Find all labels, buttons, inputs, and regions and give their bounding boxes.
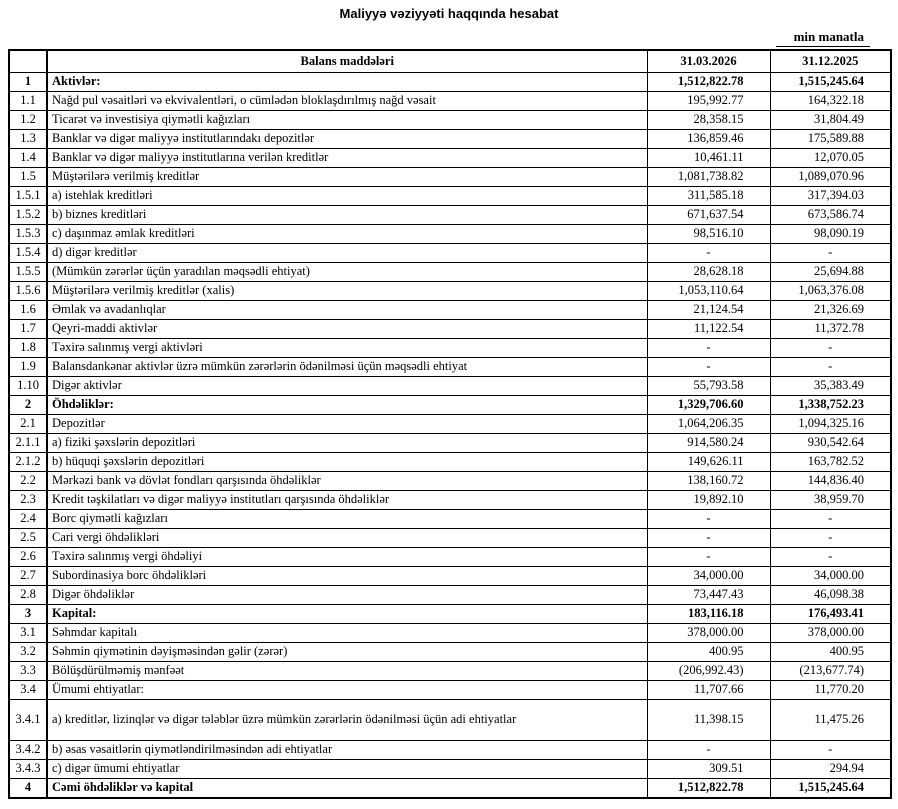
row-item-label: Müştərilərə verilmiş kreditlər (xalis) [47,282,647,301]
row-value-previous: 1,515,245.64 [770,73,891,92]
row-item-label: d) digər kreditlər [47,244,647,263]
row-value-current: - [647,741,770,760]
row-value-previous: - [770,358,891,377]
row-number: 3.4.1 [9,700,47,741]
table-row [9,130,891,149]
row-value-current: - [647,510,770,529]
row-value-previous: 175,589.88 [770,130,891,149]
table-row [9,434,891,453]
row-value-current: 1,329,706.60 [647,396,770,415]
row-value-previous: 1,089,070.96 [770,168,891,187]
row-number: 2.8 [9,586,47,605]
row-item-label: Səhmdar kapitalı [47,624,647,643]
row-item-label: (Mümkün zərərlər üçün yaradılan məqsədli ehtiyat) [47,263,647,282]
row-value-previous: 98,090.19 [770,225,891,244]
table-row [9,760,891,779]
row-value-current: 183,116.18 [647,605,770,624]
row-item-label: a) kreditlər, lizinqlər və digər tələblər üzrə mümkün zərərlərin ödənilməsi üçün adi ehtiyatlar [47,700,647,741]
row-value-previous: 378,000.00 [770,624,891,643]
row-item-label: c) daşınmaz əmlak kreditləri [47,225,647,244]
row-number: 2.4 [9,510,47,529]
table-header-row [9,50,891,73]
row-number: 3.1 [9,624,47,643]
row-value-previous: 673,586.74 [770,206,891,225]
row-value-current: 21,124.54 [647,301,770,320]
table-row [9,415,891,434]
row-value-previous: 176,493.41 [770,605,891,624]
row-item-label: Aktivlər: [47,73,647,92]
row-number: 1.9 [9,358,47,377]
row-item-label: Digər öhdəliklər [47,586,647,605]
table-row [9,491,891,510]
row-item-label: Depozitlər [47,415,647,434]
table-row [9,529,891,548]
row-item-label: Cəmi öhdəliklər və kapital [47,779,647,799]
row-value-current: 28,358.15 [647,111,770,130]
table-row [9,187,891,206]
row-number: 2.6 [9,548,47,567]
unit-note-row [8,28,870,47]
row-number: 2.1 [9,415,47,434]
table-row [9,168,891,187]
row-value-current: 195,992.77 [647,92,770,111]
row-value-previous: 1,515,245.64 [770,779,891,799]
table-row [9,741,891,760]
table-row [9,567,891,586]
row-value-current: 1,512,822.78 [647,73,770,92]
row-value-previous: 11,372.78 [770,320,891,339]
row-number: 1.1 [9,92,47,111]
table-row [9,358,891,377]
row-number: 1.6 [9,301,47,320]
row-item-label: Təxirə salınmış vergi aktivləri [47,339,647,358]
row-value-current: 311,585.18 [647,187,770,206]
table-row [9,244,891,263]
row-number: 1.10 [9,377,47,396]
row-number: 1.7 [9,320,47,339]
table-row [9,339,891,358]
row-value-previous: 1,094,325.16 [770,415,891,434]
row-value-current: 98,516.10 [647,225,770,244]
row-item-label: c) digər ümumi ehtiyatlar [47,760,647,779]
page-title: Maliyyə vəziyyəti haqqında hesabat [339,6,559,21]
row-value-previous: 12,070.05 [770,149,891,168]
row-item-label: Kredit təşkilatları və digər maliyyə institutları qarşısında öhdəliklər [47,491,647,510]
row-number: 3.4.3 [9,760,47,779]
row-item-label: b) biznes kreditləri [47,206,647,225]
row-item-label: Banklar və digər maliyyə institutlarındakı depozitlər [47,130,647,149]
table-row [9,92,891,111]
row-value-previous: 1,063,376.08 [770,282,891,301]
header-row-number [9,50,47,73]
row-value-current: - [647,358,770,377]
table-row [9,73,891,92]
row-value-previous: 11,475.26 [770,700,891,741]
row-value-previous: 163,782.52 [770,453,891,472]
table-row [9,225,891,244]
row-number: 1.4 [9,149,47,168]
row-number: 2.1.2 [9,453,47,472]
table-row [9,320,891,339]
row-item-label: Öhdəliklər: [47,396,647,415]
row-number: 2.1.1 [9,434,47,453]
row-value-previous: - [770,741,891,760]
row-value-current: 11,707.66 [647,681,770,700]
row-value-previous: 35,383.49 [770,377,891,396]
row-value-previous: 31,804.49 [770,111,891,130]
row-value-current: 1,081,738.82 [647,168,770,187]
table-row [9,779,891,799]
row-value-current: - [647,339,770,358]
row-item-label: b) hüquqi şəxslərin depozitləri [47,453,647,472]
row-value-current: 28,628.18 [647,263,770,282]
header-balance-items: Balans maddələri [47,50,647,73]
row-item-label: Qeyri-maddi aktivlər [47,320,647,339]
row-value-previous: 400.95 [770,643,891,662]
row-value-current: 1,064,206.35 [647,415,770,434]
row-value-previous: 38,959.70 [770,491,891,510]
row-number: 2.7 [9,567,47,586]
row-value-current: 400.95 [647,643,770,662]
row-item-label: Digər aktivlər [47,377,647,396]
row-value-previous: 317,394.03 [770,187,891,206]
table-row [9,377,891,396]
row-value-current: 309.51 [647,760,770,779]
row-item-label: Kapital: [47,605,647,624]
header-period-current: 31.03.2026 [647,50,770,73]
row-number: 1 [9,73,47,92]
row-number: 3.2 [9,643,47,662]
row-value-current: 149,626.11 [647,453,770,472]
table-row [9,263,891,282]
row-value-previous: 144,836.40 [770,472,891,491]
row-item-label: Cari vergi öhdəlikləri [47,529,647,548]
row-item-label: Ticarət və investisiya qiymətli kağızları [47,111,647,130]
row-item-label: Əmlak və avadanlıqlar [47,301,647,320]
row-value-previous: - [770,548,891,567]
row-number: 1.5.6 [9,282,47,301]
row-number: 1.3 [9,130,47,149]
row-value-current: - [647,548,770,567]
table-row [9,301,891,320]
row-item-label: Müştərilərə verilmiş kreditlər [47,168,647,187]
row-value-current: 11,398.15 [647,700,770,741]
row-number: 2.2 [9,472,47,491]
row-value-current: - [647,529,770,548]
table-row [9,548,891,567]
table-row [9,510,891,529]
row-value-current: 136,859.46 [647,130,770,149]
row-value-current: 11,122.54 [647,320,770,339]
row-item-label: Bölüşdürülməmiş mənfəət [47,662,647,681]
row-number: 1.5.4 [9,244,47,263]
row-number: 1.5.3 [9,225,47,244]
row-number: 4 [9,779,47,799]
row-item-label: Borc qiymətli kağızları [47,510,647,529]
row-number: 3 [9,605,47,624]
row-number: 2.3 [9,491,47,510]
row-value-previous: (213,677.74) [770,662,891,681]
row-value-current: 1,053,110.64 [647,282,770,301]
table-row [9,111,891,130]
row-value-current: 671,637.54 [647,206,770,225]
row-value-previous: - [770,244,891,263]
row-number: 2.5 [9,529,47,548]
row-value-previous: 34,000.00 [770,567,891,586]
row-item-label: Subordinasiya borc öhdəlikləri [47,567,647,586]
row-value-current: - [647,244,770,263]
table-row [9,624,891,643]
row-number: 1.5.2 [9,206,47,225]
row-value-previous: 930,542.64 [770,434,891,453]
row-number: 1.5.5 [9,263,47,282]
row-value-current: 34,000.00 [647,567,770,586]
row-item-label: a) istehlak kreditləri [47,187,647,206]
row-value-previous: 21,326.69 [770,301,891,320]
table-row [9,643,891,662]
unit-note: min manatla [776,29,870,47]
row-value-previous: 1,338,752.23 [770,396,891,415]
row-item-label: Ümumi ehtiyatlar: [47,681,647,700]
row-value-previous: 25,694.88 [770,263,891,282]
table-row [9,681,891,700]
row-value-current: 73,447.43 [647,586,770,605]
table-row [9,396,891,415]
row-value-current: 19,892.10 [647,491,770,510]
balance-sheet-table [8,49,892,799]
row-item-label: Banklar və digər maliyyə institutlarına verilən kreditlər [47,149,647,168]
row-value-current: 55,793.58 [647,377,770,396]
row-value-previous: 164,322.18 [770,92,891,111]
row-item-label: a) fiziki şəxslərin depozitləri [47,434,647,453]
row-item-label: Səhmin qiymətinin dəyişməsindən gəlir (zərər) [47,643,647,662]
row-value-previous: - [770,529,891,548]
row-value-previous: 294.94 [770,760,891,779]
row-value-previous: - [770,339,891,358]
row-number: 3.4.2 [9,741,47,760]
table-row [9,472,891,491]
row-number: 3.3 [9,662,47,681]
table-row [9,662,891,681]
table-row [9,700,891,741]
row-value-current: 378,000.00 [647,624,770,643]
table-row [9,453,891,472]
row-item-label: Təxirə salınmış vergi öhdəliyi [47,548,647,567]
row-value-current: 10,461.11 [647,149,770,168]
header-period-previous: 31.12.2025 [770,50,891,73]
table-row [9,605,891,624]
row-item-label: Mərkəzi bank və dövlət fondları qarşısında öhdəliklər [47,472,647,491]
row-value-previous: 11,770.20 [770,681,891,700]
row-number: 1.5.1 [9,187,47,206]
row-number: 1.5 [9,168,47,187]
row-value-current: (206,992.43) [647,662,770,681]
table-row [9,282,891,301]
row-value-current: 914,580.24 [647,434,770,453]
balance-table-body [9,73,891,799]
row-number: 1.2 [9,111,47,130]
row-number: 1.8 [9,339,47,358]
table-row [9,206,891,225]
row-value-current: 1,512,822.78 [647,779,770,799]
row-value-current: 138,160.72 [647,472,770,491]
row-item-label: b) əsas vəsaitlərin qiymətləndirilməsindən adi ehtiyatlar [47,741,647,760]
row-item-label: Nağd pul vəsaitləri və ekvivalentləri, o cümlədən bloklaşdırılmış nağd vəsait [47,92,647,111]
row-value-previous: - [770,510,891,529]
row-item-label: Balansdankənar aktivlər üzrə mümkün zərərlərin ödənilməsi üçün məqsədli ehtiyat [47,358,647,377]
table-row [9,149,891,168]
balance-table-head [9,50,891,73]
row-number: 3.4 [9,681,47,700]
row-number: 2 [9,396,47,415]
row-value-previous: 46,098.38 [770,586,891,605]
table-row [9,586,891,605]
